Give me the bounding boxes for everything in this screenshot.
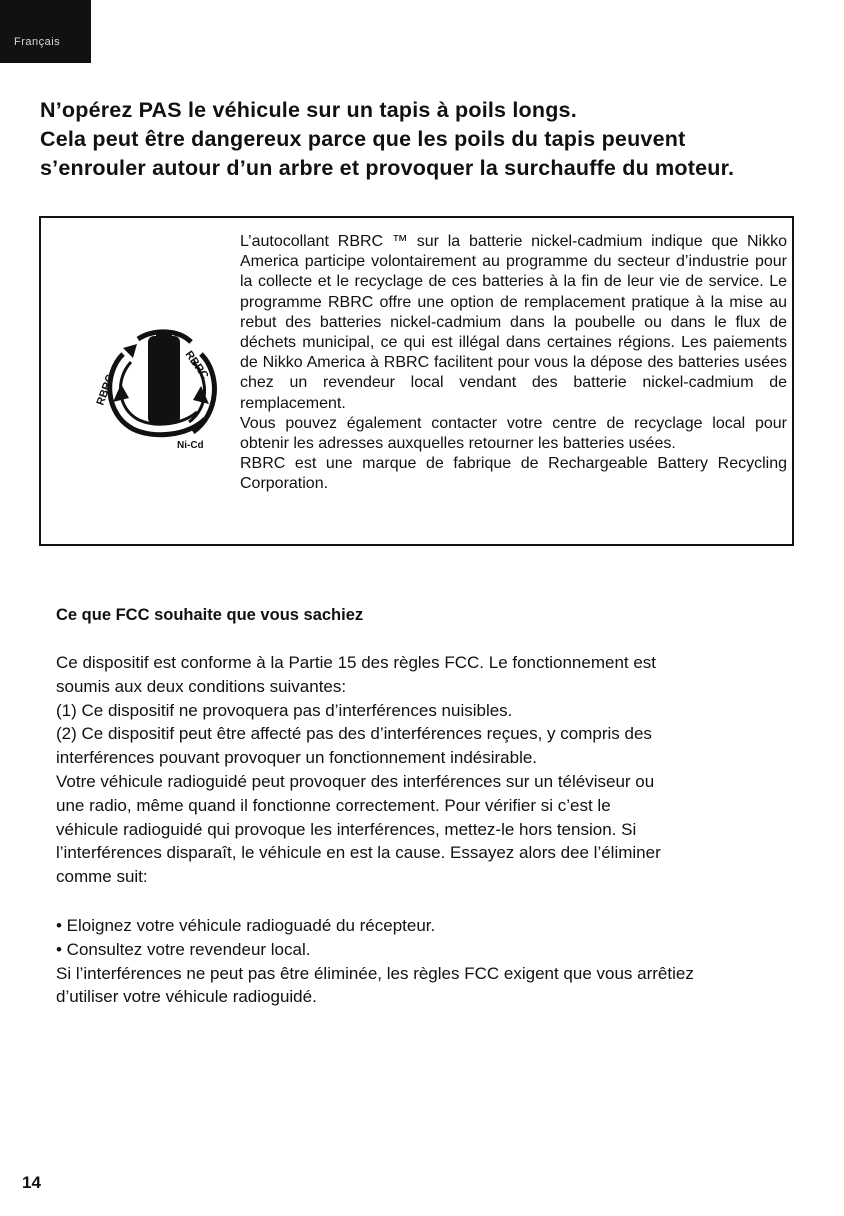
fcc-line-9: l’interférences disparaît, le véhicule en est la cause. Essayez alors dee l’éliminer [56, 843, 661, 863]
fcc-heading: Ce que FCC souhaite que vous sachiez [56, 606, 364, 624]
fcc-remedies [56, 914, 826, 1009]
fcc-line-6: Votre véhicule radioguidé peut provoquer des interférences sur un téléviseur ou [56, 771, 655, 791]
fcc-line-7: une radio, même quand il fonctionne correctement. Pour vérifier si c’est le [56, 795, 611, 815]
fcc-body [56, 651, 816, 889]
seal-text-left: RBRC [94, 373, 117, 408]
fcc-line-10: comme suit: [56, 867, 148, 887]
rbrc-info-box [39, 216, 794, 546]
fcc-line-4: (2) Ce dispositif peut être affecté pas des d’interférences reçues, y compris des [56, 724, 652, 744]
fcc-line-5: interférences pouvant provoquer un fonctionnement indésirable. [56, 748, 538, 768]
language-tab: Français [0, 0, 91, 63]
fcc-closing-1: Si l’interférences ne peut pas être éliminée, les règles FCC exigent que vous arrêtiez [56, 963, 694, 983]
fcc-bullet-1: • Eloignez votre véhicule radioguadé du récepteur. [56, 916, 436, 935]
page-number: 14 [22, 1173, 41, 1192]
warning-line-1: N’opérez PAS le véhicule sur un tapis à poils longs. [40, 98, 577, 122]
fcc-line-2: soumis aux deux conditions suivantes: [56, 676, 347, 696]
rbrc-battery-recycling-seal-icon [93, 314, 231, 452]
rbrc-paragraph-1: L’autocollant RBRC ™ sur la batterie nickel-cadmium indique que Nikko America participe volontairement au programme du secteur d’industrie pour la collecte et le recyclage de ces batteries à la fin de leur vie de service. Le programme RBRC offre une option de remplacement pratique à la mise au rebut des batteries nickel-cadmium dans la poubelle ou dans le flux de déchets municipal, ce qui est illégal dans certaines régions. Les paiements de Nikko America à RBRC facilitent pour vous la dépose des batteries usées chez un revendeur local vendant des batterie nickel-cadmium de remplacement. [240, 233, 787, 412]
seal-text-bottom: Ni-Cd [177, 440, 204, 451]
warning-line-2: Cela peut être dangereux parce que les poils du tapis peuvent [40, 127, 686, 151]
fcc-closing-2: d’utiliser votre véhicule radioguidé. [56, 987, 317, 1007]
carpet-warning [40, 96, 830, 183]
rbrc-description [240, 232, 787, 495]
fcc-line-8: véhicule radioguidé qui provoque les interférences, mettez-le hors tension. Si [56, 819, 637, 839]
warning-line-3: s’enrouler autour d’un arbre et provoquer la surchauffe du moteur. [40, 156, 735, 180]
rbrc-paragraph-2: Vous pouvez également contacter votre centre de recyclage local pour obtenir les adresses auxquelles retourner les batteries usées. [240, 414, 787, 453]
rbrc-paragraph-3: RBRC est une marque de fabrique de Rechargeable Battery Recycling Corporation. [240, 455, 787, 493]
fcc-line-1: Ce dispositif est conforme à la Partie 15 des règles FCC. Le fonctionnement est [56, 653, 657, 672]
fcc-line-3: (1) Ce dispositif ne provoquera pas d’interférences nuisibles. [56, 700, 513, 720]
fcc-bullet-2: • Consultez votre revendeur local. [56, 939, 311, 959]
seal-text-right: RBRC [182, 348, 211, 382]
